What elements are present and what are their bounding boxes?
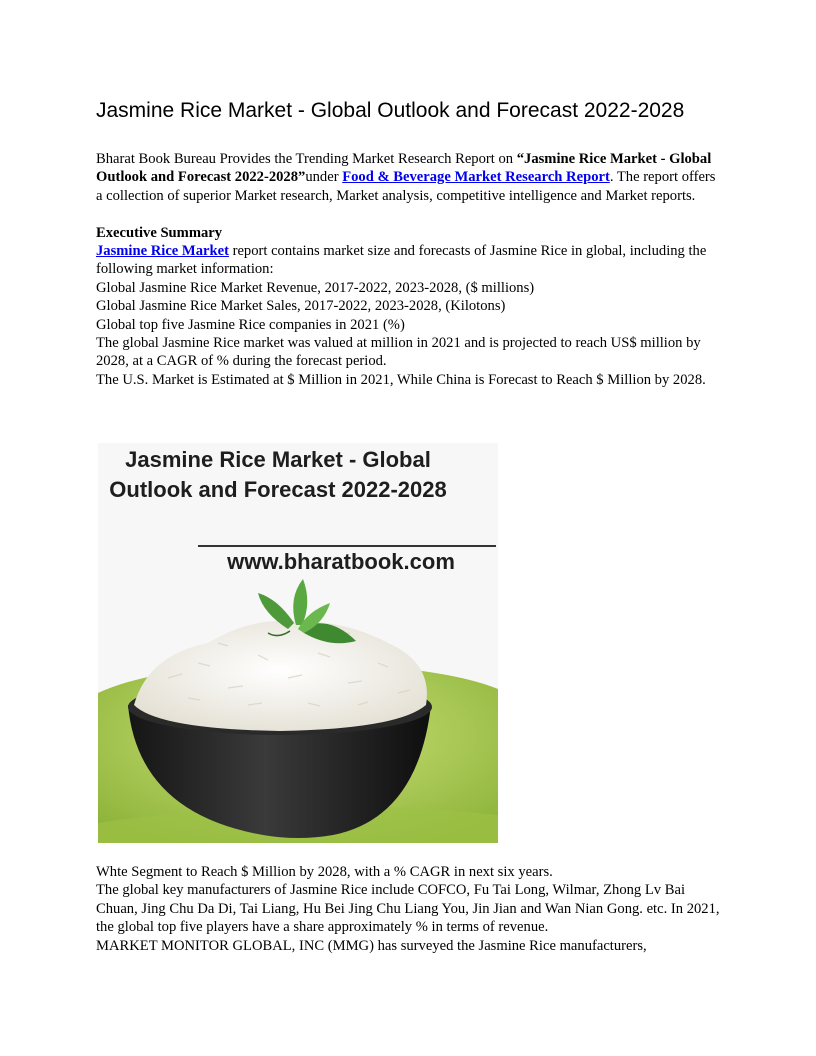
- summary-intro: [96, 242, 718, 279]
- survey-text: MARKET MONITOR GLOBAL, INC (MMG) has surveyed the Jasmine Rice manufacturers,: [96, 937, 647, 954]
- cover-title: Jasmine Rice Market - Global Outlook and Forecast 2022-2028: [109, 447, 447, 502]
- summary-line1: report contains market size and forecasts of Jasmine Rice in global, including the following market information:: [96, 243, 707, 278]
- cover-url: www.bharatbook.com: [227, 549, 455, 574]
- rice-bowl-illustration: [98, 443, 498, 843]
- intro-prefix: Bharat Book Bureau Provides the Trending Market Research Report on: [96, 151, 517, 167]
- report-name: “Jasmine Rice Market - Global Outlook and Forecast 2022-2028”: [96, 151, 712, 186]
- intro-under: under: [305, 169, 343, 186]
- report-cover-image: [98, 443, 498, 843]
- jasmine-rice-market-link[interactable]: Jasmine Rice Market: [96, 243, 229, 260]
- report-continued: [96, 863, 722, 955]
- report-body: [96, 150, 718, 389]
- us-market-text: The U.S. Market is Estimated at $ Million in 2021, While China is Forecast to Reach $ Million by 2028.: [96, 371, 706, 388]
- page-title: Jasmine Rice Market - Global Outlook and Forecast 2022-2028: [96, 99, 685, 122]
- intro-suffix: . The report offers a collection of superior Market research, Market analysis, competitive intelligence and Market reports.: [96, 169, 716, 204]
- intro-paragraph: [96, 150, 718, 205]
- food-beverage-link[interactable]: Food & Beverage Market Research Report: [342, 169, 610, 186]
- executive-summary-heading: Executive Summary: [96, 224, 223, 241]
- valuation-text: The global Jasmine Rice market was valued at million in 2021 and is projected to reach US$ million by 2028, at a CAGR of % during the forecast period.: [96, 335, 701, 370]
- segment-text: Whte Segment to Reach $ Million by 2028, with a % CAGR in next six years.: [96, 864, 553, 880]
- manufacturers-text: The global key manufacturers of Jasmine Rice include COFCO, Fu Tai Long, Wilmar, Zhong Lv Bai Chuan, Jing Chu Da Di, Tai Liang, Hu Bei Jing Chu Liang You, Jin Jian and Wan Nian Gong. etc. In 2021, the global top five players have a share approximately % in terms of revenue.: [96, 882, 720, 936]
- summary-item-top-five: Global top five Jasmine Rice companies in 2021 (%): [96, 316, 405, 333]
- summary-item-revenue: Global Jasmine Rice Market Revenue, 2017-2022, 2023-2028, ($ millions): [96, 279, 535, 296]
- summary-item-sales: Global Jasmine Rice Market Sales, 2017-2022, 2023-2028, (Kilotons): [96, 298, 506, 315]
